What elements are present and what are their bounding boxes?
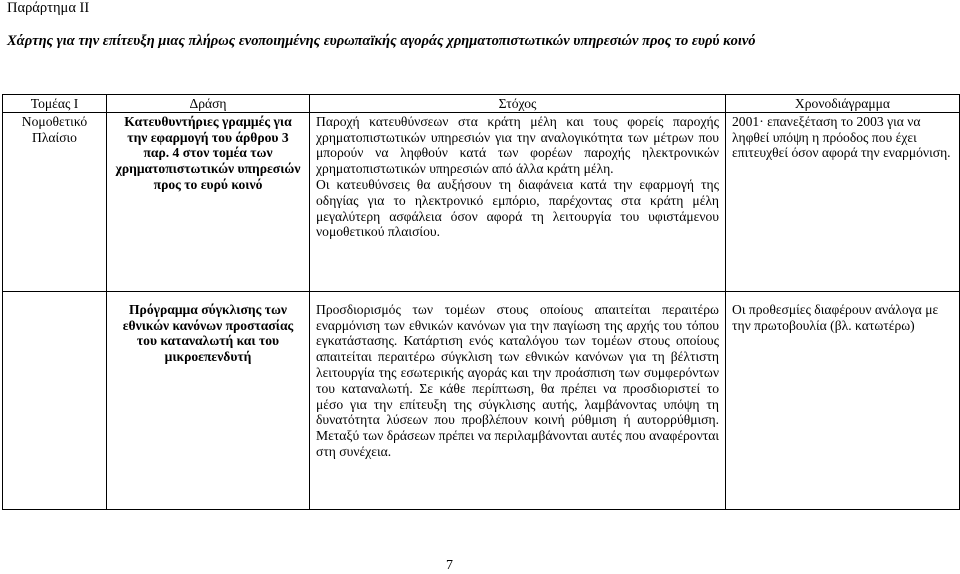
cell-sector: Νομοθετικό Πλαίσιο	[3, 112, 107, 291]
cell-action: Κατευθυντήριες γραμμές για την εφαρμογή του άρθρου 3 παρ. 4 στον τομέα των χρηματοπιστωτικών υπηρεσιών προς το ευρύ κοινό	[107, 112, 310, 291]
goal-paragraph: Παροχή κατευθύνσεων στα κράτη μέλη και τους φορείς παροχής χρηματοπιστωτικών υπηρεσιών για την αναλογικότητα των μέτρων που μπορούν να ληφθούν κατά των φορέων παροχής ηλεκτρονικών χρηματοπιστωτικών υπηρεσιών από άλλα κράτη μέλη.	[316, 113, 719, 177]
header-goal: Στόχος	[310, 95, 726, 113]
roadmap-table	[2, 94, 960, 510]
goal-paragraph: Προσδιορισμός των τομέων στους οποίους απαιτείται περαιτέρω εναρμόνιση των εθνικών κανόνων για την παγίωση της αρχής του τόπου εγκατάστασης. Κατάρτιση ενός καταλόγου των τομέων στους οποίους απαιτείται περαιτέρω σύγκλιση των εθνικών κανόνων για τη βέλτιστη λειτουργία της εσωτερικής αγοράς και την προάσπιση των συμφερόντων του καταναλωτή. Σε κάθε περίπτωση, θα πρέπει να προσδιοριστεί το μέσο για την επίτευξη της σύγκλισης αυτής, λαμβάνοντας υπόψη τη δυνατότητα λύσεων που προβλέπουν κοινή ρύθμιση ή αυτορρύθμιση. Μεταξύ των δράσεων πρέπει να περιλαμβάνονται αυτές που αναφέρονται στη συνέχεια.	[316, 301, 719, 459]
page-number: 7	[446, 558, 453, 573]
goal-paragraph: Οι κατευθύνσεις θα αυξήσουν τη διαφάνεια κατά την εφαρμογή της οδηγίας για το ηλεκτρονικό εμπόριο, παρέχοντας στα κράτη μέλη μεγαλύτερη ασφάλεια όσον αφορά τη λειτουργία του υφιστάμενου νομοθετικού πλαισίου.	[316, 176, 719, 240]
document-title: Χάρτης για την επίτευξη μιας πλήρως ενοποιημένης ευρωπαϊκής αγοράς χρηματοπιστωτικών υπηρεσιών προς το ευρύ κοινό	[7, 33, 756, 49]
cell-timeline: 2001· επανεξέταση το 2003 για να ληφθεί υπόψη η πρόοδος που έχει επιτευχθεί όσον αφορά την εναρμόνιση.	[726, 112, 960, 291]
cell-sector	[3, 291, 107, 509]
cell-goal	[310, 112, 726, 291]
table-row	[3, 112, 960, 291]
table-header-row	[3, 95, 960, 113]
cell-timeline: Οι προθεσμίες διαφέρουν ανάλογα με την πρωτοβουλία (βλ. κατωτέρω)	[726, 291, 960, 509]
header-action: Δράση	[107, 95, 310, 113]
cell-goal	[310, 291, 726, 509]
table-row	[3, 291, 960, 509]
annex-label: Παράρτημα II	[7, 0, 90, 16]
header-timeline: Χρονοδιάγραμμα	[726, 95, 960, 113]
header-sector: Τομέας I	[3, 95, 107, 113]
cell-action: Πρόγραμμα σύγκλισης των εθνικών κανόνων προστασίας του καταναλωτή και του μικροεπενδυτή	[107, 291, 310, 509]
